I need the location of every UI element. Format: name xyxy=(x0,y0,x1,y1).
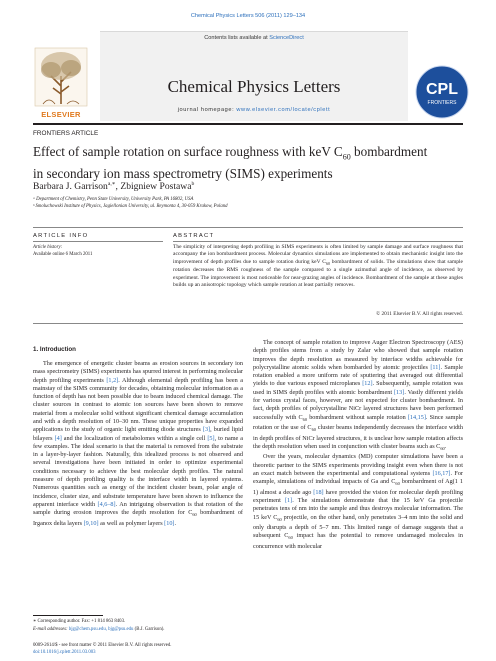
intro-paragraph-3 xyxy=(253,453,463,551)
text-run: . An intriguing observation is that rotation of the sample during erosion improves the depth resolution for C xyxy=(33,500,243,517)
body-column-left xyxy=(33,360,243,528)
affiliation-a: ᵃ Department of Chemistry, Penn State University, University Park, PA 16802, USA xyxy=(33,197,194,202)
citation-link[interactable]: [5] xyxy=(207,434,215,442)
text-run: . The simulations demonstrate that the 15 keV Ga projectile penetrates tens of nm into the sample and thus destroys molecular information. The 15 keV C xyxy=(253,497,463,521)
citation-link[interactable]: [10] xyxy=(164,519,175,527)
subscript: 60 xyxy=(311,427,316,433)
author-garrison[interactable]: Barbara J. Garrison xyxy=(33,181,108,193)
text-run: bombardment without sample rotation xyxy=(307,413,408,421)
text-run: . xyxy=(444,442,447,450)
author-separator: , xyxy=(115,181,121,193)
text-run: . Although elemental depth profiling has been a mainstay of the SIMS community for decades, obtaining molecular information as a function of depth has not been possible due to beam induced chemical damage. The cluster sources in contrast to atomic ion sources have been shown to remove material from a molecular solid without significant chemical damage accumulation and with a depth resolution of 10–30 nm. These unique properties have expanded applications to the study of organic light emitting diode structures xyxy=(33,376,243,434)
text-run: impact has the potential to remove undamaged molecules in concurrence with molecular xyxy=(253,532,463,550)
citation-link[interactable]: [14,15] xyxy=(407,413,426,421)
subscript: 60 xyxy=(395,481,400,487)
header-rule xyxy=(33,123,463,125)
affiliation-b: ᵇ Smoluchowski Institute of Physics, Jagiellonian University, ul. Reymonta 4, 30-059 Krakow, Poland xyxy=(33,204,228,209)
subscript: 60 xyxy=(277,516,282,522)
corresponding-author-note: ∗ Corresponding author. Fax: +1 814 863 8403. xyxy=(33,619,126,624)
article-info-heading: ARTICLE INFO xyxy=(33,233,89,239)
doi-link[interactable]: doi:10.1016/j.cplett.2011.03.003 xyxy=(33,650,96,655)
author-list xyxy=(33,181,194,192)
info-rule-mid-right xyxy=(173,241,463,242)
issn-line: 0009-2614/$ - see front matter © 2011 Elsevier B.V. All rights reserved. xyxy=(33,643,172,648)
citation-link[interactable]: [3] xyxy=(202,426,211,434)
abstract-part-1: The simplicity of interpreting depth profiling in SIMS experiments is often limited by sample damage and surface roughness that accompany the ion bombardment process. Molecular dynamics simulations are implemented to obtain mechanistic insight into the improvement of depth profiles due to sample rotation during keV C xyxy=(173,244,463,265)
contents-prefix: Contents lists available at xyxy=(204,35,270,41)
elsevier-tree-logo xyxy=(33,46,89,116)
info-rule-bottom xyxy=(33,323,463,324)
text-run: projectile, on the other hand, only penetrates 3–4 nm into the solid and only disrupts a depth of 5–7 nm. This limited range of damage suggests that a subsequent C xyxy=(253,513,463,540)
intro-heading: 1. Introduction xyxy=(33,346,76,353)
citation-link[interactable]: [4] xyxy=(54,434,62,442)
text-run: Over the years, molecular dynamics (MD) computer simulations have been a theoretic partner to the SIMS experiments providing insight even when there is not an exact match between the experimental and computational systems xyxy=(253,453,463,477)
homepage-prefix: journal homepage: xyxy=(177,107,237,113)
subscript: 60 xyxy=(192,512,197,518)
text-run: . Sample rotation enabled a more uniform rate of sputtering that averaged out differential yields to due various exposed microplanes xyxy=(253,363,463,388)
citation-link[interactable]: [9,10] xyxy=(83,519,99,527)
abstract-sub-1: 60 xyxy=(325,260,330,266)
text-run: . Subsequently, sample rotation was used in SIMS depth profiles with atomic bombardment xyxy=(253,380,463,396)
title-subscript: 60 xyxy=(342,152,351,162)
article-history-label: Article history: xyxy=(33,245,63,250)
journal-homepage xyxy=(100,107,408,113)
text-run: . Since sample rotation or the use of C xyxy=(253,413,464,432)
elsevier-wordmark: ELSEVIER xyxy=(41,110,81,119)
citation-link[interactable]: [1] xyxy=(284,497,293,504)
abstract-text xyxy=(173,244,463,290)
text-run: , to name a few examples. The ideal scenario is that the material is removed from the substrate in a layer-by-layer fashion. Naturally, this idealized process is not observed and several investigations have been initiated in order to optimize experimental conditions necessary to achieve the best molecular depth profiles. The natural measure of depth profiling quality is the interface width in layered systems. Numerous quantities such as energy of the incident cluster beam, polar angle of incidence, cluster size, and substrate temperature have been shown to influence the apparent interface width xyxy=(33,434,243,508)
article-title xyxy=(33,144,473,183)
journal-title: Chemical Physics Letters xyxy=(167,77,341,96)
citation-link[interactable]: [12] xyxy=(362,380,373,388)
abstract-copyright: © 2011 Elsevier B.V. All rights reserved. xyxy=(376,311,463,317)
subscript: 60 xyxy=(288,535,293,541)
subscript: 60 xyxy=(440,446,445,452)
text-run: have provided the vision for molecular depth profiling experiment xyxy=(253,488,463,504)
doi-line xyxy=(33,650,96,655)
homepage-link[interactable]: www.elsevier.com/locate/cplett xyxy=(236,107,331,113)
citation-link[interactable]: [16,17] xyxy=(432,469,451,477)
info-rule-mid-left xyxy=(33,241,163,242)
title-line2: in secondary ion mass spectrometry (SIMS) experiments xyxy=(33,166,333,182)
email-suffix: (B.J. Garrison). xyxy=(133,627,165,632)
citation-link[interactable]: [11] xyxy=(430,363,441,371)
text-run: . xyxy=(174,519,177,527)
cpl-frontiers-logo xyxy=(414,64,470,120)
text-run: bombardment of Irganox delta layers xyxy=(33,509,243,527)
sciencedirect-link[interactable]: ScienceDirect xyxy=(269,35,304,41)
citation-link[interactable]: [13] xyxy=(394,388,405,396)
text-run: The emergence of energetic cluster beams as erosion sources in secondary ion mass spectrometry (SIMS) experiments has spurred interest in performing molecular depth profiling experiments xyxy=(33,360,243,384)
citation-link[interactable]: [18] xyxy=(313,488,324,496)
intro-paragraph-2 xyxy=(253,339,463,453)
citation-link[interactable]: [1,2] xyxy=(106,376,119,384)
body-column-right xyxy=(253,339,463,551)
email-note xyxy=(33,627,165,632)
info-rule-top xyxy=(33,227,463,228)
text-run: The concept of sample rotation to improve Auger Electron Spectroscopy (AES) depth profiles stems from a study by Zalar who showed that sample rotation improves the depth resolution as measured by interface widths achievable for polycrystalline atomic solids when bombarded by atomic projectiles xyxy=(253,339,463,371)
text-run: as well as polymer layers xyxy=(98,519,165,527)
author-postawa[interactable]: Zbigniew Postawa xyxy=(120,181,192,193)
cpl-logo-subtext: FRONTIERS xyxy=(427,100,457,106)
email-links[interactable]: bjg@chem.psu.edu, bjg@psu.edu xyxy=(68,627,134,632)
abstract-heading: ABSTRACT xyxy=(173,233,215,239)
journal-reference[interactable]: Chemical Physics Letters 506 (2011) 129–134 xyxy=(190,13,306,19)
available-online: Available online 6 March 2011 xyxy=(33,252,93,257)
title-line1-post: bombardment xyxy=(350,144,428,159)
subscript: 60 xyxy=(302,416,308,422)
text-run: . Vastly different yields for various crystal faces, however, are not expected for cluster bombardment. In fact, depth profiles of polycrystalline NiCr layered structures have been performed successfully with C xyxy=(253,388,464,421)
cpl-logo-text: CPL xyxy=(426,81,458,98)
author-postawa-sup[interactable]: b xyxy=(191,181,195,187)
text-run: , buried lipid bilayers xyxy=(33,426,243,442)
email-prefix: E-mail addresses: xyxy=(33,627,69,632)
abstract-part-2: bombardment of solids. The simulations show that sample rotation decreases the RMS roughness of the sample compared to a single azimuthal angle of incidence, as observed by experiment. The improvement is most noticeable for near-grazing angles of incidence. Bombardment of the sample at these angles builds up an anisotropic topology which sample rotation at least partially removes. xyxy=(173,258,463,289)
text-run: bombardment of Ag(1 1 1) almost a decade ago xyxy=(253,478,463,496)
text-run: and the localization of metabolomes within a single cell xyxy=(61,434,208,442)
intro-paragraph-1 xyxy=(33,360,243,528)
text-run: cluster beams independently decreases the interface width in depth profiles of NiCr layered structures, it is unclear how sample rotation affects the depth resolution when used in conjunction with cluster beams such as C xyxy=(253,424,463,450)
contents-line xyxy=(100,35,408,41)
author-garrison-sup[interactable]: a,∗ xyxy=(107,181,116,187)
title-line1-pre: Effect of sample rotation on surface roughness with keV C xyxy=(33,144,343,159)
footnote-rule xyxy=(33,615,103,616)
text-run: . For example, simulations of individual impacts of Ga and C xyxy=(253,469,463,486)
article-type: FRONTIERS ARTICLE xyxy=(33,130,99,137)
citation-link[interactable]: [4,6–8] xyxy=(97,500,116,508)
